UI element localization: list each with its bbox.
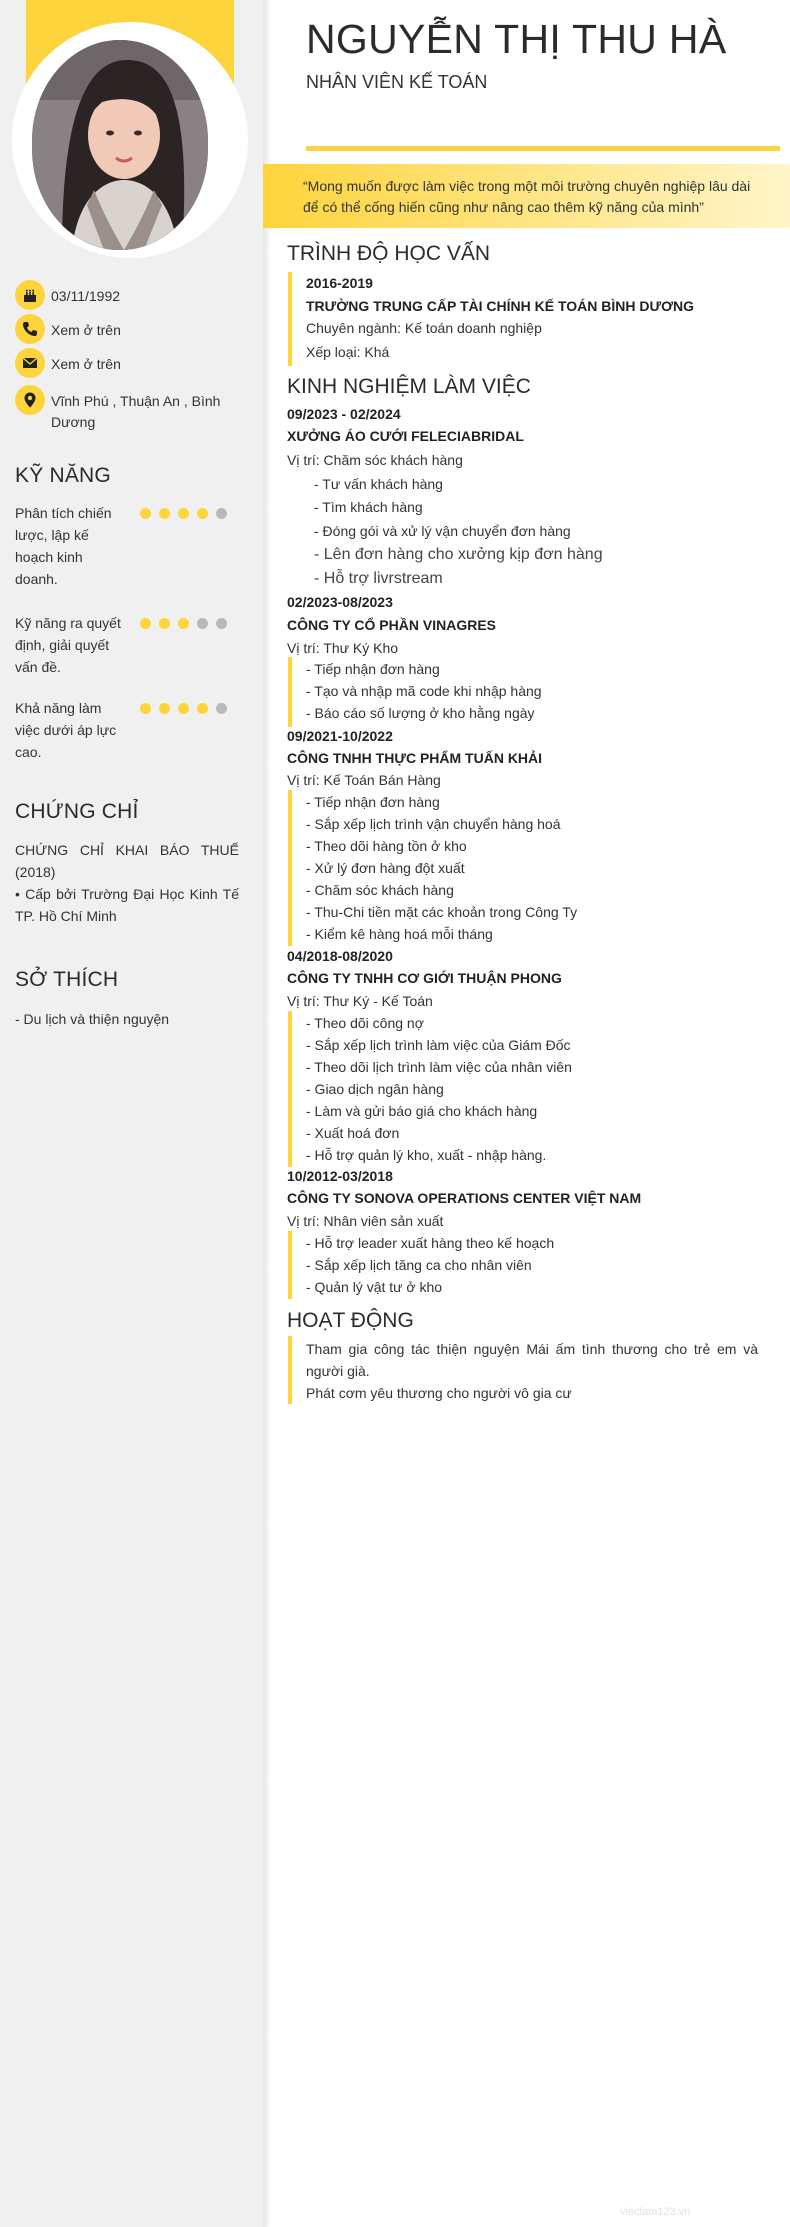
job-accent-bar xyxy=(288,657,292,727)
certificate-name: CHỨNG CHỈ KHAI BÁO THUẾ (2018) xyxy=(15,842,239,880)
contact-email xyxy=(15,348,231,378)
job-task: - Giao dịch ngân hàng xyxy=(306,1081,444,1097)
activity-item: Tham gia công tác thiện nguyện Mái ấm tình thương cho trẻ em và người già. xyxy=(306,1341,758,1379)
watermark: vieclam123.vn xyxy=(620,2206,691,2218)
job-task: - Hỗ trợ livrstream xyxy=(314,570,443,587)
education-heading: TRÌNH ĐỘ HỌC VẤN xyxy=(287,242,491,265)
rating-dot xyxy=(197,618,208,629)
rating-dot xyxy=(216,703,227,714)
job-position: Vị trí: Thư Ký - Kế Toán xyxy=(287,993,433,1009)
job-task: - Hỗ trợ leader xuất hàng theo kế hoạch xyxy=(306,1235,555,1251)
job-task: - Làm và gửi báo giá cho khách hàng xyxy=(306,1103,538,1119)
activities-heading: HOẠT ĐỘNG xyxy=(287,1309,414,1332)
job-task: - Báo cáo số lượng ở kho hằng ngày xyxy=(306,705,535,721)
rating-dot xyxy=(216,508,227,519)
job-period: 02/2023-08/2023 xyxy=(287,594,393,610)
job-task: - Chăm sóc khách hàng xyxy=(306,882,454,898)
header-divider xyxy=(306,146,780,151)
job-task: - Tư vấn khách hàng xyxy=(314,476,443,492)
rating-dot xyxy=(197,508,208,519)
job-task: - Sắp xếp lịch trình vận chuyển hàng hoá xyxy=(306,816,561,832)
skill-rating xyxy=(140,508,227,519)
address-text: Vĩnh Phú , Thuận An , Bình Dương xyxy=(51,393,221,430)
skill-rating xyxy=(140,703,227,714)
job-position: Vị trí: Thư Ký Kho xyxy=(287,640,399,656)
experience-heading: KINH NGHIỆM LÀM VIỆC xyxy=(287,375,531,398)
avatar xyxy=(32,40,208,250)
job-position: Vị trí: Nhân viên sản xuất xyxy=(287,1213,444,1229)
job-task: - Theo dõi công nợ xyxy=(306,1015,424,1031)
education-accent-bar xyxy=(288,272,292,366)
sidebar-shadow xyxy=(263,0,271,2227)
job-company: CÔNG TY TNHH CƠ GIỚI THUẬN PHONG xyxy=(287,970,562,986)
hobbies-heading: SỞ THÍCH xyxy=(15,968,119,991)
job-position: Vị trí: Kế Toán Bán Hàng xyxy=(287,772,441,788)
rating-dot xyxy=(159,703,170,714)
job-task: - Tiếp nhận đơn hàng xyxy=(306,794,440,810)
contact-birthday xyxy=(15,280,231,310)
job-task: - Quản lý vật tư ở kho xyxy=(306,1279,443,1295)
rating-dot xyxy=(216,618,227,629)
job-task: - Tìm khách hàng xyxy=(314,499,423,515)
phone-text[interactable]: Xem ở trên xyxy=(51,322,121,338)
rating-dot xyxy=(159,618,170,629)
rating-dot xyxy=(178,508,189,519)
job-task: - Hỗ trợ quản lý kho, xuất - nhập hàng. xyxy=(306,1147,547,1163)
job-task: - Sắp xếp lịch tăng ca cho nhân viên xyxy=(306,1257,532,1273)
skill-name: Khả năng làm việc dưới áp lực cao. xyxy=(15,700,117,760)
job-task: - Xuất hoá đơn xyxy=(306,1125,400,1141)
certificate-issuer: • Cấp bởi Trường Đại Học Kinh Tế TP. Hồ Chí Minh xyxy=(15,886,239,924)
rating-dot xyxy=(140,703,151,714)
certificates-heading: CHỨNG CHỈ xyxy=(15,800,139,823)
activities-accent-bar xyxy=(288,1336,292,1404)
education-grade: Xếp loại: Khá xyxy=(306,344,390,360)
job-task: - Theo dõi lịch trình làm việc của nhân viên xyxy=(306,1059,572,1075)
job-accent-bar xyxy=(288,790,292,946)
contact-phone xyxy=(15,314,231,344)
job-task: - Kiểm kê hàng hoá mỗi tháng xyxy=(306,926,493,942)
birth-date: 03/11/1992 xyxy=(51,288,121,304)
full-name: NGUYỄN THỊ THU HÀ xyxy=(306,16,727,62)
location-pin-icon xyxy=(15,385,45,415)
education-major: Chuyên ngành: Kế toán doanh nghiệp xyxy=(306,320,542,336)
email-text[interactable]: Xem ở trên xyxy=(51,356,121,372)
job-task: - Đóng gói và xử lý vận chuyển đơn hàng xyxy=(314,523,571,539)
job-task: - Tiếp nhận đơn hàng xyxy=(306,661,440,677)
job-position: Vị trí: Chăm sóc khách hàng xyxy=(287,452,463,468)
job-company: XƯỞNG ÁO CƯỚI FELECIABRIDAL xyxy=(287,428,524,444)
skills-heading: KỸ NĂNG xyxy=(15,464,111,487)
phone-icon xyxy=(15,314,45,344)
skill-rating xyxy=(140,618,227,629)
job-company: CÔNG TY SONOVA OPERATIONS CENTER VIỆT NAM xyxy=(287,1190,642,1206)
rating-dot xyxy=(197,703,208,714)
contact-address xyxy=(15,385,231,433)
job-period: 04/2018-08/2020 xyxy=(287,948,393,964)
rating-dot xyxy=(140,618,151,629)
job-task: - Thu-Chi tiền mặt các khoản trong Công Ty xyxy=(306,904,578,920)
job-period: 09/2023 - 02/2024 xyxy=(287,406,401,422)
rating-dot xyxy=(159,508,170,519)
job-task: - Xử lý đơn hàng đột xuất xyxy=(306,860,465,876)
email-icon xyxy=(15,348,45,378)
skill-name: Phân tích chiến lược, lập kế hoạch kinh doanh. xyxy=(15,505,112,587)
job-accent-bar xyxy=(288,1011,292,1167)
job-company: CÔNG TY CỔ PHẦN VINAGRES xyxy=(287,617,496,633)
birthday-cake-icon xyxy=(15,280,45,310)
job-title: NHÂN VIÊN KẾ TOÁN xyxy=(306,72,488,92)
career-objective: “Mong muốn được làm việc trong một môi trường chuyên nghiệp lâu dài để có thể cống hiến cũng như nâng cao thêm kỹ năng của mình” xyxy=(263,164,790,228)
education-school: TRƯỜNG TRUNG CẤP TÀI CHÍNH KẾ TOÁN BÌNH DƯƠNG xyxy=(306,298,695,314)
job-task: - Lên đơn hàng cho xưởng kịp đơn hàng xyxy=(314,546,603,563)
rating-dot xyxy=(178,703,189,714)
job-period: 10/2012-03/2018 xyxy=(287,1168,393,1184)
skill-name: Kỹ năng ra quyết định, giải quyết vấn đề. xyxy=(15,615,121,675)
job-company: CÔNG TNHH THỰC PHẨM TUẤN KHẢI xyxy=(287,750,543,766)
job-task: - Tạo và nhập mã code khi nhập hàng xyxy=(306,683,542,699)
rating-dot xyxy=(140,508,151,519)
job-task: - Sắp xếp lịch trình làm việc của Giám Đốc xyxy=(306,1037,571,1053)
job-period: 09/2021-10/2022 xyxy=(287,728,393,744)
job-accent-bar xyxy=(288,1231,292,1299)
education-period: 2016-2019 xyxy=(306,275,373,291)
rating-dot xyxy=(178,618,189,629)
hobby-item: - Du lịch và thiện nguyện xyxy=(15,1011,170,1027)
activity-item: Phát cơm yêu thương cho người vô gia cư xyxy=(306,1385,572,1401)
job-task: - Theo dõi hàng tồn ở kho xyxy=(306,838,467,854)
